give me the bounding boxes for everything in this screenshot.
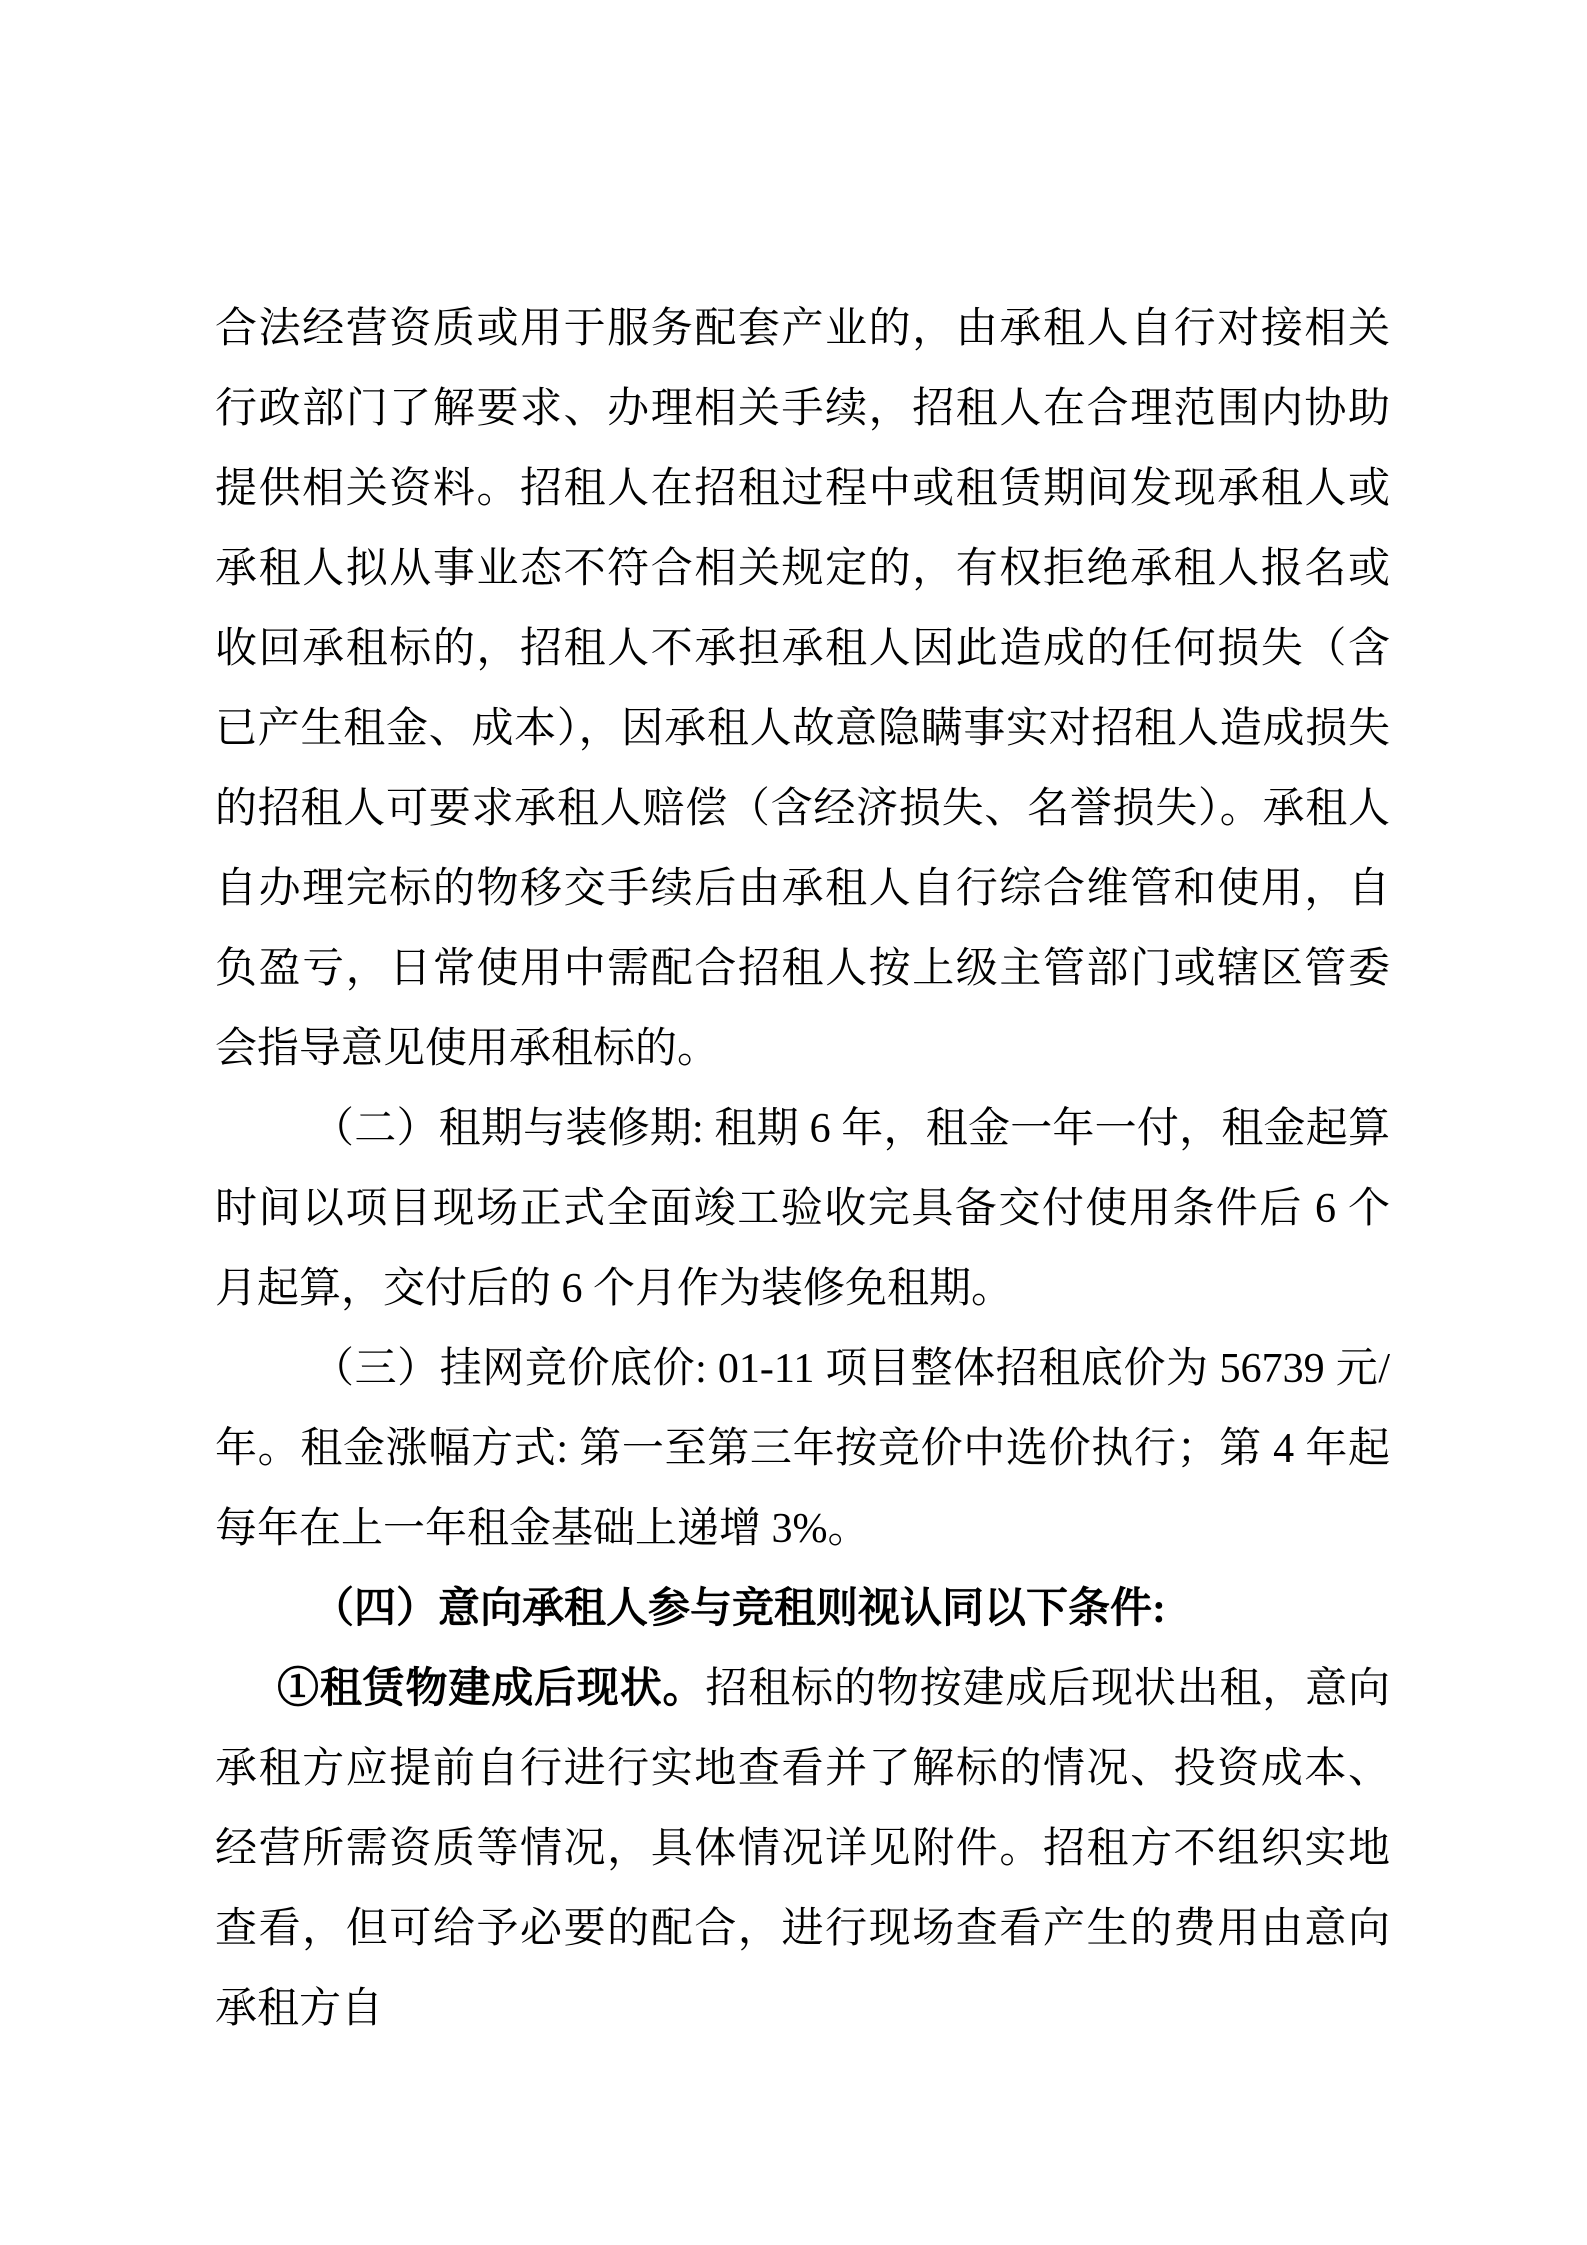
text-run: ①租赁物建成后现状。 — [277, 1666, 706, 1712]
text-run: 招租标的物按建成后现状出租，意向承租方应提前自行进行实地查看并了解标的情况、投资成本、经营所需资质等情况，具体情况详见附件。招租方不组织实地查看，但可给予必要的配合，进行现场查看产生的费用由意向承租方自 — [215, 1666, 1390, 2032]
text-run: （三）挂网竞价底价: 01-11 项目整体招租底价为 56739 元/年。租金涨幅方式: 第一至第三年按竞价中选价执行；第 4 年起每年在上一年租金基础上递增 3%。 — [215, 1346, 1390, 1552]
paragraph-base-price — [215, 1329, 1390, 1569]
text-run: （四）意向承租人参与竞租则视认同以下条件: — [312, 1586, 1166, 1632]
paragraph-lease-term — [215, 1089, 1390, 1329]
text-run: （二）租期与装修期: 租期 6 年，租金一年一付，租金起算时间以项目现场正式全面竣工验收完具备交付使用条件后 6 个月起算，交付后的 6 个月作为装修免租期。 — [215, 1106, 1390, 1312]
document-body — [215, 289, 1390, 2049]
paragraph-business-scope-continuation — [215, 289, 1390, 1089]
text-run: 合法经营资质或用于服务配套产业的，由承租人自行对接相关行政部门了解要求、办理相关手续，招租人在合理范围内协助提供相关资料。招租人在招租过程中或租赁期间发现承租人或承租人拟从事业态不符合相关规定的，有权拒绝承租人报名或收回承租标的，招租人不承担承租人因此造成的任何损失（含已产生租金、成本），因承租人故意隐瞒事实对招租人造成损失的招租人可要求承租人赔偿（含经济损失、名誉损失）。承租人自办理完标的物移交手续后由承租人自行综合维管和使用，自负盈亏，日常使用中需配合招租人按上级主管部门或辖区管委会指导意见使用承租标的。 — [215, 306, 1390, 1072]
paragraph-bidder-conditions-heading — [215, 1569, 1390, 1649]
paragraph-condition-1 — [215, 1649, 1390, 2049]
